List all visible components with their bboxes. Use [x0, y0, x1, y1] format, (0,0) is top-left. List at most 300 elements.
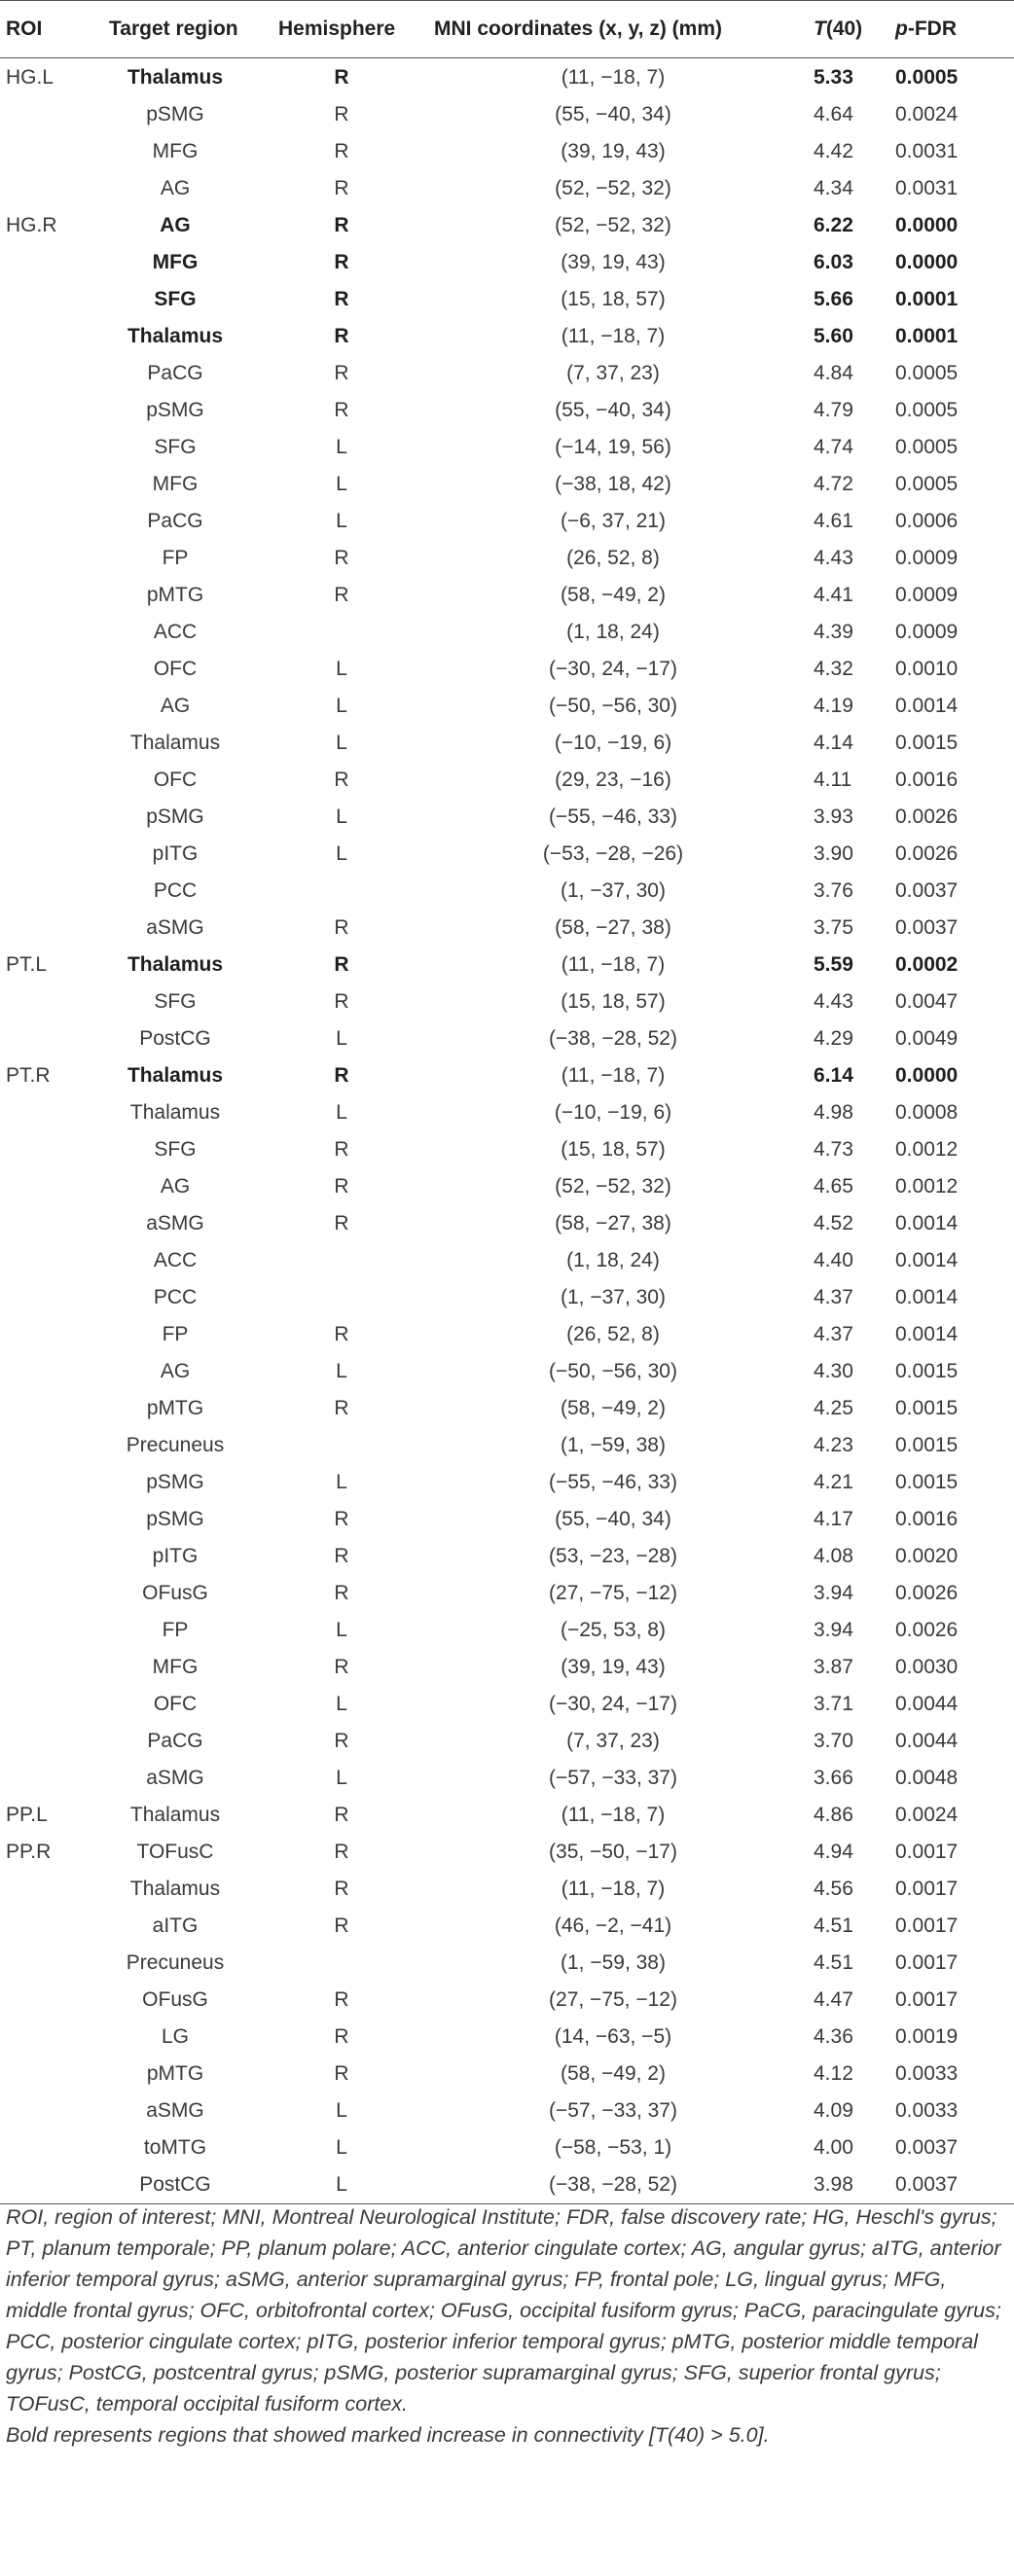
cell-roi	[0, 1130, 80, 1167]
cell-mni-coordinates: (−57, −33, 37)	[549, 2099, 677, 2123]
table-footnote	[6, 2201, 1008, 2451]
cell-t-value: 3.90	[814, 841, 853, 865]
cell-target-region: PaCG	[147, 1730, 203, 1753]
table-row	[0, 95, 1014, 132]
cell-roi: PP.R	[6, 1841, 52, 1864]
cell-hemisphere: R	[334, 65, 349, 89]
cell-hemisphere: R	[334, 1211, 349, 1234]
cell-mni-coordinates: (15, 18, 57)	[561, 1137, 666, 1161]
cell-t-value: 4.61	[814, 509, 853, 532]
cell-mni-coordinates: (−55, −46, 33)	[549, 805, 677, 828]
cell-t-value: 4.21	[814, 1471, 853, 1494]
cell-roi	[0, 1427, 80, 1464]
cell-mni-coordinates: (55, −40, 34)	[555, 398, 671, 421]
cell-target-region: Thalamus	[127, 1063, 224, 1087]
cell-hemisphere: L	[336, 657, 347, 680]
cell-roi	[0, 280, 80, 317]
table-row	[0, 206, 1014, 243]
table-row	[0, 1427, 1014, 1464]
cell-mni-coordinates: (58, −27, 38)	[555, 1211, 671, 1234]
cell-target-region: pSMG	[146, 398, 204, 421]
cell-roi: HG.R	[6, 213, 57, 236]
cell-roi	[0, 613, 80, 650]
table-row	[0, 391, 1014, 428]
cell-target-region: AG	[160, 694, 191, 717]
cell-target-region: AG	[160, 213, 191, 236]
cell-p-fdr: 0.0012	[895, 1174, 959, 1198]
cell-t-value: 4.32	[814, 657, 853, 680]
cell-p-fdr: 0.0009	[895, 620, 959, 643]
cell-p-fdr: 0.0020	[895, 1545, 959, 1568]
cell-roi	[0, 1316, 80, 1353]
cell-p-fdr: 0.0000	[895, 1063, 959, 1087]
header-hemisphere: Hemisphere	[271, 1, 413, 58]
cell-hemisphere: R	[334, 1878, 349, 1901]
cell-hemisphere: L	[271, 2166, 413, 2204]
cell-mni-coordinates: (27, −75, −12)	[549, 1582, 677, 1605]
cell-target-region: Thalamus	[129, 731, 221, 754]
cell-p-fdr: 0.0015	[895, 1360, 959, 1383]
table-row	[0, 1316, 1014, 1353]
cell-target-region: pSMG	[146, 805, 204, 828]
cell-target-region: AG	[160, 176, 191, 199]
cell-p-fdr: 0.0015	[895, 1434, 959, 1457]
cell-target-region: PaCG	[147, 361, 203, 384]
cell-roi	[0, 1167, 80, 1204]
cell-mni-coordinates: (−6, 37, 21)	[561, 509, 666, 532]
cell-roi	[0, 835, 80, 872]
cell-mni-coordinates: (1, −37, 30)	[561, 1286, 666, 1309]
table-row	[0, 317, 1014, 354]
cell-t-value: 4.12	[814, 2062, 853, 2086]
cell-t-value: 4.36	[814, 2025, 853, 2049]
cell-hemisphere: L	[336, 1693, 347, 1716]
cell-hemisphere: L	[336, 2099, 347, 2123]
cell-t-value: 4.51	[814, 1951, 853, 1975]
cell-t-value: 3.87	[814, 1656, 853, 1679]
cell-target-region: FP	[162, 1619, 189, 1642]
cell-hemisphere	[271, 1945, 413, 1982]
cell-roi	[0, 1612, 80, 1649]
cell-roi	[0, 428, 80, 465]
cell-mni-coordinates: (26, 52, 8)	[566, 1323, 660, 1346]
cell-roi	[0, 983, 80, 1020]
table-row	[0, 502, 1014, 539]
cell-t-value: 4.51	[814, 1914, 853, 1938]
cell-t-value: 4.30	[814, 1360, 853, 1383]
table-row	[0, 1871, 1014, 1908]
cell-target-region: MFG	[152, 139, 199, 162]
cell-mni-coordinates: (−30, 24, −17)	[549, 657, 677, 680]
cell-hemisphere: R	[334, 1841, 349, 1864]
cell-target-region: aSMG	[146, 1767, 204, 1790]
cell-mni-coordinates: (1, −59, 38)	[561, 1434, 666, 1457]
table-row	[0, 1390, 1014, 1427]
cell-target-region: MFG	[152, 472, 199, 495]
cell-t-value: 4.34	[814, 176, 853, 199]
cell-t-value: 3.70	[814, 1730, 853, 1753]
header-roi: ROI	[0, 1, 80, 58]
cell-mni-coordinates: (15, 18, 57)	[561, 287, 666, 310]
cell-target-region: Precuneus	[126, 1951, 225, 1975]
cell-roi	[0, 909, 80, 946]
table-row	[0, 1945, 1014, 1982]
cell-roi	[0, 650, 80, 687]
cell-mni-coordinates: (1, −37, 30)	[561, 878, 666, 902]
cell-t-value: 4.14	[814, 731, 853, 754]
cell-p-fdr: 0.0016	[895, 1508, 959, 1531]
table-row	[0, 983, 1014, 1020]
cell-roi	[0, 687, 80, 724]
cell-hemisphere: L	[336, 2136, 347, 2160]
cell-mni-coordinates: (−25, 53, 8)	[561, 1619, 666, 1642]
cell-p-fdr: 0.0005	[895, 472, 959, 495]
cell-p-fdr: 0.0015	[895, 1471, 959, 1494]
header-target-region: Target region	[80, 1, 271, 58]
cell-t-value: 4.37	[814, 1286, 853, 1309]
table-row	[0, 132, 1014, 169]
cell-t-value: 4.37	[814, 1323, 853, 1346]
cell-target-region: OFC	[153, 657, 198, 680]
table-row	[0, 2166, 1014, 2204]
cell-p-fdr: 0.0024	[895, 102, 959, 125]
cell-mni-coordinates: (−58, −53, 1)	[554, 2136, 672, 2160]
table-row	[0, 2056, 1014, 2093]
cell-p-fdr: 0.0033	[895, 2099, 959, 2123]
cell-target-region: OFC	[153, 1693, 198, 1716]
cell-p-fdr: 0.0000	[895, 213, 959, 236]
cell-roi: PP.L	[6, 1804, 48, 1827]
cell-hemisphere: R	[334, 1508, 349, 1531]
table-row	[0, 1056, 1014, 1093]
cell-p-fdr: 0.0009	[895, 583, 959, 606]
cell-p-fdr: 0.0000	[895, 250, 959, 273]
cell-mni-coordinates: (39, 19, 43)	[561, 139, 666, 162]
cell-target-region: PCC	[153, 1286, 198, 1309]
cell-p-fdr: 0.0049	[895, 1026, 959, 1050]
cell-t-value: 4.08	[814, 1545, 853, 1568]
cell-mni-coordinates: (−38, −28, 52)	[413, 2166, 814, 2204]
table-row	[0, 428, 1014, 465]
cell-hemisphere: R	[334, 2025, 349, 2049]
cell-roi	[0, 1908, 80, 1945]
cell-target-region: OFC	[153, 768, 198, 791]
cell-p-fdr: 0.0047	[895, 989, 959, 1013]
cell-roi	[0, 539, 80, 576]
cell-t-value: 3.93	[814, 805, 853, 828]
cell-hemisphere: L	[336, 1360, 347, 1383]
cell-t-value: 4.00	[814, 2136, 853, 2160]
cell-target-region: FP	[162, 546, 189, 569]
table-row	[0, 169, 1014, 206]
cell-mni-coordinates: (11, −18, 7)	[561, 1063, 666, 1087]
cell-p-fdr: 0.0010	[895, 657, 959, 680]
cell-roi	[0, 354, 80, 391]
cell-p-fdr: 0.0001	[895, 287, 959, 310]
cell-p-fdr: 0.0026	[895, 805, 959, 828]
cell-roi	[0, 1760, 80, 1797]
cell-roi	[0, 1686, 80, 1723]
table-row	[0, 687, 1014, 724]
cell-hemisphere	[271, 1427, 413, 1464]
cell-target-region: TOFusC	[136, 1841, 214, 1864]
cell-roi	[0, 1649, 80, 1686]
cell-roi	[0, 1538, 80, 1575]
cell-p-fdr: 0.0005	[895, 435, 959, 458]
cell-roi	[0, 1723, 80, 1760]
cell-p-fdr: 0.0017	[895, 1914, 959, 1938]
table-row	[0, 798, 1014, 835]
cell-mni-coordinates: (11, −18, 7)	[561, 65, 666, 89]
cell-t-value: 4.79	[814, 398, 853, 421]
cell-hemisphere: R	[334, 546, 349, 569]
cell-target-region: PostCG	[80, 2166, 271, 2204]
table-row	[0, 1982, 1014, 2019]
cell-t-value: 4.94	[814, 1841, 853, 1864]
table-row	[0, 1760, 1014, 1797]
cell-p-fdr: 0.0015	[895, 1397, 959, 1420]
cell-target-region: FP	[162, 1323, 189, 1346]
cell-mni-coordinates: (35, −50, −17)	[549, 1841, 677, 1864]
cell-hemisphere: L	[336, 805, 347, 828]
cell-target-region: Thalamus	[127, 952, 224, 976]
cell-t-value: 4.74	[814, 435, 853, 458]
cell-hemisphere	[271, 1242, 413, 1279]
cell-hemisphere: R	[334, 250, 349, 273]
table-row	[0, 1686, 1014, 1723]
cell-mni-coordinates: (39, 19, 43)	[561, 1656, 666, 1679]
cell-mni-coordinates: (46, −2, −41)	[554, 1914, 672, 1938]
cell-t-value: 4.25	[814, 1397, 853, 1420]
cell-p-fdr: 0.0008	[895, 1100, 959, 1124]
cell-hemisphere: R	[334, 952, 349, 976]
cell-mni-coordinates: (58, −27, 38)	[555, 915, 671, 939]
cell-target-region: ACC	[153, 620, 198, 643]
cell-target-region: PaCG	[147, 509, 203, 532]
cell-target-region: pSMG	[146, 1471, 204, 1494]
cell-p-fdr: 0.0037	[895, 2136, 959, 2160]
cell-mni-coordinates: (52, −52, 32)	[555, 176, 671, 199]
header-p-fdr: p-FDR	[895, 1, 1014, 58]
cell-mni-coordinates: (55, −40, 34)	[555, 102, 671, 125]
cell-hemisphere: R	[334, 768, 349, 791]
cell-hemisphere: L	[336, 472, 347, 495]
cell-hemisphere: R	[334, 1137, 349, 1161]
cell-hemisphere: R	[334, 1582, 349, 1605]
cell-target-region: SFG	[154, 989, 197, 1013]
cell-roi	[0, 1204, 80, 1241]
table-row	[0, 650, 1014, 687]
cell-p-fdr: 0.0014	[895, 1211, 959, 1234]
table-row	[0, 1093, 1014, 1130]
cell-t-value: 4.19	[814, 694, 853, 717]
cell-p-fdr: 0.0005	[895, 398, 959, 421]
cell-t-value: 4.29	[814, 1026, 853, 1050]
cell-hemisphere	[271, 613, 413, 650]
cell-roi: HG.L	[6, 65, 54, 89]
cell-p-fdr: 0.0026	[895, 1619, 959, 1642]
table-row	[0, 1130, 1014, 1167]
cell-roi	[0, 2166, 80, 2204]
cell-mni-coordinates: (−38, −28, 52)	[549, 1026, 677, 1050]
cell-roi	[0, 1871, 80, 1908]
cell-t-value: 4.11	[814, 768, 852, 791]
cell-mni-coordinates: (52, −52, 32)	[555, 1174, 671, 1198]
cell-t-value: 4.43	[814, 546, 853, 569]
cell-hemisphere: L	[336, 1471, 347, 1494]
cell-roi	[0, 391, 80, 428]
table-row	[0, 1834, 1014, 1871]
cell-target-region: OFusG	[142, 1582, 208, 1605]
cell-t-value: 3.71	[814, 1693, 853, 1716]
cell-roi	[0, 132, 80, 169]
cell-roi	[0, 317, 80, 354]
cell-t-value: 4.47	[814, 1988, 853, 2012]
cell-roi	[0, 1093, 80, 1130]
cell-mni-coordinates: (−50, −56, 30)	[549, 1360, 677, 1383]
cell-t-value: 4.64	[814, 102, 853, 125]
cell-roi	[0, 1353, 80, 1390]
cell-target-region: Thalamus	[127, 324, 224, 347]
cell-roi	[0, 724, 80, 761]
table-row	[0, 1649, 1014, 1686]
table-header-row	[0, 1, 1014, 58]
table-row	[0, 58, 1014, 96]
cell-roi	[0, 1945, 80, 1982]
cell-p-fdr: 0.0037	[895, 2166, 1014, 2204]
table-row	[0, 1501, 1014, 1538]
table-body	[0, 58, 1014, 2204]
cell-p-fdr: 0.0012	[895, 1137, 959, 1161]
cell-mni-coordinates: (58, −49, 2)	[561, 583, 666, 606]
table-row	[0, 872, 1014, 909]
cell-target-region: aSMG	[146, 2099, 204, 2123]
table-row	[0, 1204, 1014, 1241]
table-row	[0, 576, 1014, 613]
cell-p-fdr: 0.0014	[895, 1286, 959, 1309]
cell-mni-coordinates: (11, −18, 7)	[561, 324, 666, 347]
cell-hemisphere: R	[334, 1914, 349, 1938]
cell-hemisphere: R	[334, 213, 349, 236]
cell-t-value: 4.86	[814, 1804, 853, 1827]
header-mni-coordinates: MNI coordinates (x, y, z) (mm)	[413, 1, 814, 58]
cell-p-fdr: 0.0014	[895, 1323, 959, 1346]
table-row	[0, 761, 1014, 798]
cell-t-value: 3.98	[814, 2166, 895, 2204]
cell-t-value: 4.56	[814, 1878, 853, 1901]
cell-p-fdr: 0.0017	[895, 1841, 959, 1864]
cell-mni-coordinates: (7, 37, 23)	[566, 361, 660, 384]
cell-hemisphere: R	[334, 989, 349, 1013]
cell-t-value: 4.42	[814, 139, 853, 162]
cell-t-value: 4.72	[814, 472, 853, 495]
cell-roi	[0, 2019, 80, 2056]
cell-roi: PT.R	[6, 1063, 51, 1087]
cell-target-region: pSMG	[146, 1508, 204, 1531]
cell-mni-coordinates: (11, −18, 7)	[561, 952, 666, 976]
cell-t-value: 4.09	[814, 2099, 853, 2123]
cell-p-fdr: 0.0017	[895, 1878, 959, 1901]
table-row	[0, 946, 1014, 983]
cell-p-fdr: 0.0033	[895, 2062, 959, 2086]
cell-hemisphere: L	[336, 1026, 347, 1050]
table-row	[0, 909, 1014, 946]
cell-roi	[0, 576, 80, 613]
cell-mni-coordinates: (1, −59, 38)	[561, 1951, 666, 1975]
cell-hemisphere: L	[336, 435, 347, 458]
footnote-bold-note: Bold represents regions that showed marked increase in connectivity [T(40) > 5.0].	[6, 2423, 770, 2447]
cell-t-value: 6.22	[814, 213, 853, 236]
table-row	[0, 1723, 1014, 1760]
cell-target-region: SFG	[154, 435, 197, 458]
cell-mni-coordinates: (11, −18, 7)	[561, 1878, 666, 1901]
cell-t-value: 6.14	[814, 1063, 853, 1087]
cell-hemisphere: L	[336, 694, 347, 717]
cell-t-value: 6.03	[814, 250, 853, 273]
table-row	[0, 1242, 1014, 1279]
cell-mni-coordinates: (7, 37, 23)	[566, 1730, 660, 1753]
cell-hemisphere: R	[334, 1804, 349, 1827]
cell-mni-coordinates: (1, 18, 24)	[566, 1249, 660, 1271]
cell-roi	[0, 1501, 80, 1538]
table-row	[0, 1353, 1014, 1390]
cell-target-region: MFG	[152, 1656, 199, 1679]
cell-mni-coordinates: (−30, 24, −17)	[549, 1693, 677, 1716]
cell-p-fdr: 0.0037	[895, 878, 959, 902]
cell-p-fdr: 0.0014	[895, 1249, 959, 1271]
cell-roi	[0, 1242, 80, 1279]
cell-mni-coordinates: (39, 19, 43)	[561, 250, 666, 273]
cell-t-value: 4.73	[814, 1137, 853, 1161]
cell-hemisphere: R	[334, 915, 349, 939]
cell-target-region: Thalamus	[129, 1100, 221, 1124]
table-row	[0, 243, 1014, 280]
cell-roi	[0, 1279, 80, 1316]
table-row	[0, 280, 1014, 317]
cell-roi	[0, 2056, 80, 2093]
cell-hemisphere: R	[334, 2062, 349, 2086]
cell-roi	[0, 169, 80, 206]
cell-roi	[0, 1020, 80, 1056]
cell-target-region: Thalamus	[129, 1804, 221, 1827]
cell-target-region: pITG	[152, 841, 199, 865]
cell-hemisphere: L	[336, 731, 347, 754]
table-row	[0, 1020, 1014, 1056]
cell-target-region: AG	[160, 1174, 191, 1198]
cell-roi	[0, 1390, 80, 1427]
cell-p-fdr: 0.0026	[895, 841, 959, 865]
cell-roi	[0, 1575, 80, 1612]
cell-target-region: pMTG	[146, 583, 204, 606]
table-row	[0, 1279, 1014, 1316]
cell-t-value: 3.75	[814, 915, 853, 939]
cell-mni-coordinates: (−10, −19, 6)	[554, 731, 672, 754]
cell-mni-coordinates: (53, −23, −28)	[549, 1545, 677, 1568]
cell-hemisphere	[271, 1279, 413, 1316]
cell-p-fdr: 0.0019	[895, 2025, 959, 2049]
cell-target-region: pMTG	[146, 2062, 204, 2086]
cell-hemisphere: R	[334, 324, 349, 347]
cell-target-region: pMTG	[146, 1397, 204, 1420]
table-row	[0, 724, 1014, 761]
cell-roi	[0, 465, 80, 502]
cell-hemisphere: L	[336, 1100, 347, 1124]
table-row	[0, 613, 1014, 650]
cell-mni-coordinates: (−55, −46, 33)	[549, 1471, 677, 1494]
cell-t-value: 3.94	[814, 1619, 853, 1642]
cell-target-region: SFG	[154, 1137, 197, 1161]
table-row	[0, 1908, 1014, 1945]
